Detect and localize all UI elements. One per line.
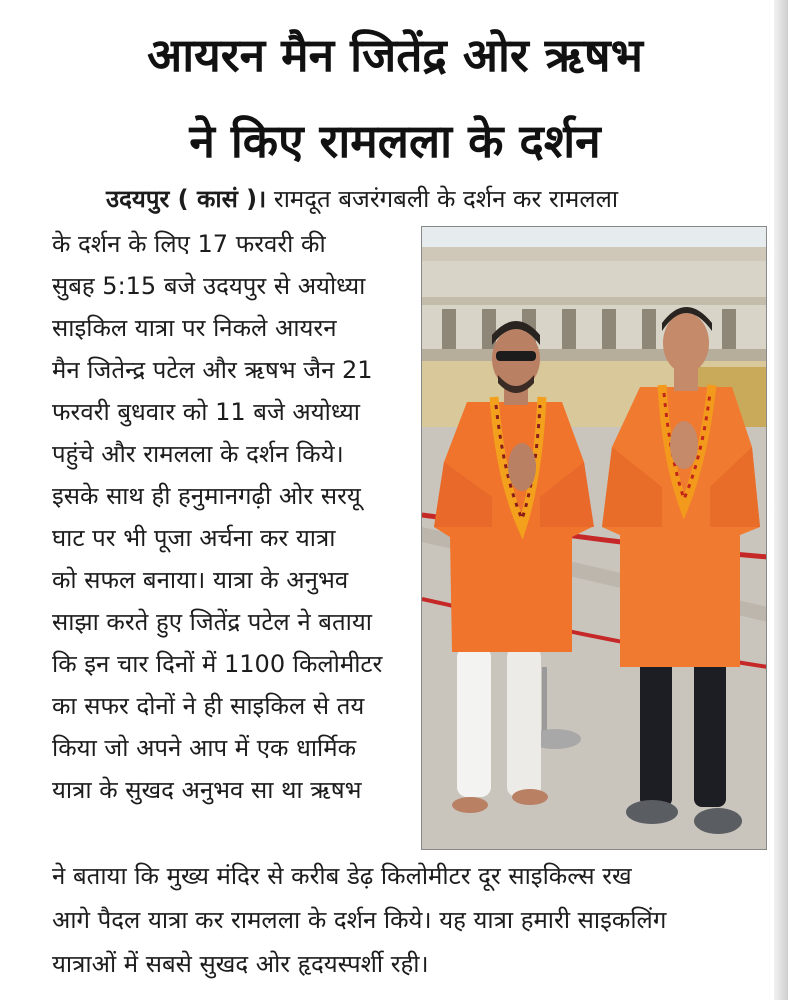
article-line: फरवरी बुधवार को 11 बजे अयोध्या	[52, 398, 361, 426]
article-line-0: रामदूत बजरंगबली के दर्शन कर रामलला	[273, 185, 619, 213]
headline-line-2: ने किए रामलला के दर्शन	[189, 114, 601, 168]
article-line: साइकिल यात्रा पर निकले आयरन	[52, 314, 337, 342]
article-line: घाट पर भी पूजा अर्चना कर यात्रा	[52, 524, 336, 552]
article-line: यात्राओं में सबसे सुखद ओर हृदयस्पर्शी रही।	[52, 950, 429, 978]
article-line: को सफल बनाया। यात्रा के अनुभव	[52, 566, 349, 594]
headline	[30, 12, 760, 184]
article-line: के दर्शन के लिए 17 फरवरी की	[52, 230, 326, 258]
article-line: सुबह 5:15 बजे उदयपुर से अयोध्या	[52, 272, 366, 300]
article-photo	[421, 226, 767, 850]
headline-line-1: आयरन मैन जितेंद्र ओर ऋषभ	[147, 28, 643, 82]
page-edge	[774, 0, 788, 1000]
article-line: यात्रा के सुखद अनुभव सा था ऋषभ	[52, 776, 362, 804]
article-line: किया जो अपने आप में एक धार्मिक	[52, 734, 357, 762]
article-line: ने बताया कि मुख्य मंदिर से करीब डेढ़ किलोमीटर दूर साइकिल्स रख	[52, 862, 632, 890]
article-line: कि इन चार दिनों में 1100 किलोमीटर	[52, 650, 383, 678]
article-line: इसके साथ ही हनुमानगढ़ी ओर सरयू	[52, 482, 361, 510]
article-line: का सफर दोनों ने ही साइकिल से तय	[52, 692, 365, 720]
article-line: आगे पैदल यात्रा कर रामलला के दर्शन किये। यह यात्रा हमारी साइकलिंग	[52, 906, 667, 934]
article-first-line	[106, 182, 618, 216]
dateline: उदयपुर ( कासं )।	[106, 185, 267, 213]
article-line: पहुंचे और रामलला के दर्शन किये।	[52, 440, 344, 468]
article-line: मैन जितेन्द्र पटेल और ऋषभ जैन 21	[52, 356, 373, 384]
article-line: साझा करते हुए जितेंद्र पटेल ने बताया	[52, 608, 373, 636]
photo-illustration	[422, 227, 767, 850]
